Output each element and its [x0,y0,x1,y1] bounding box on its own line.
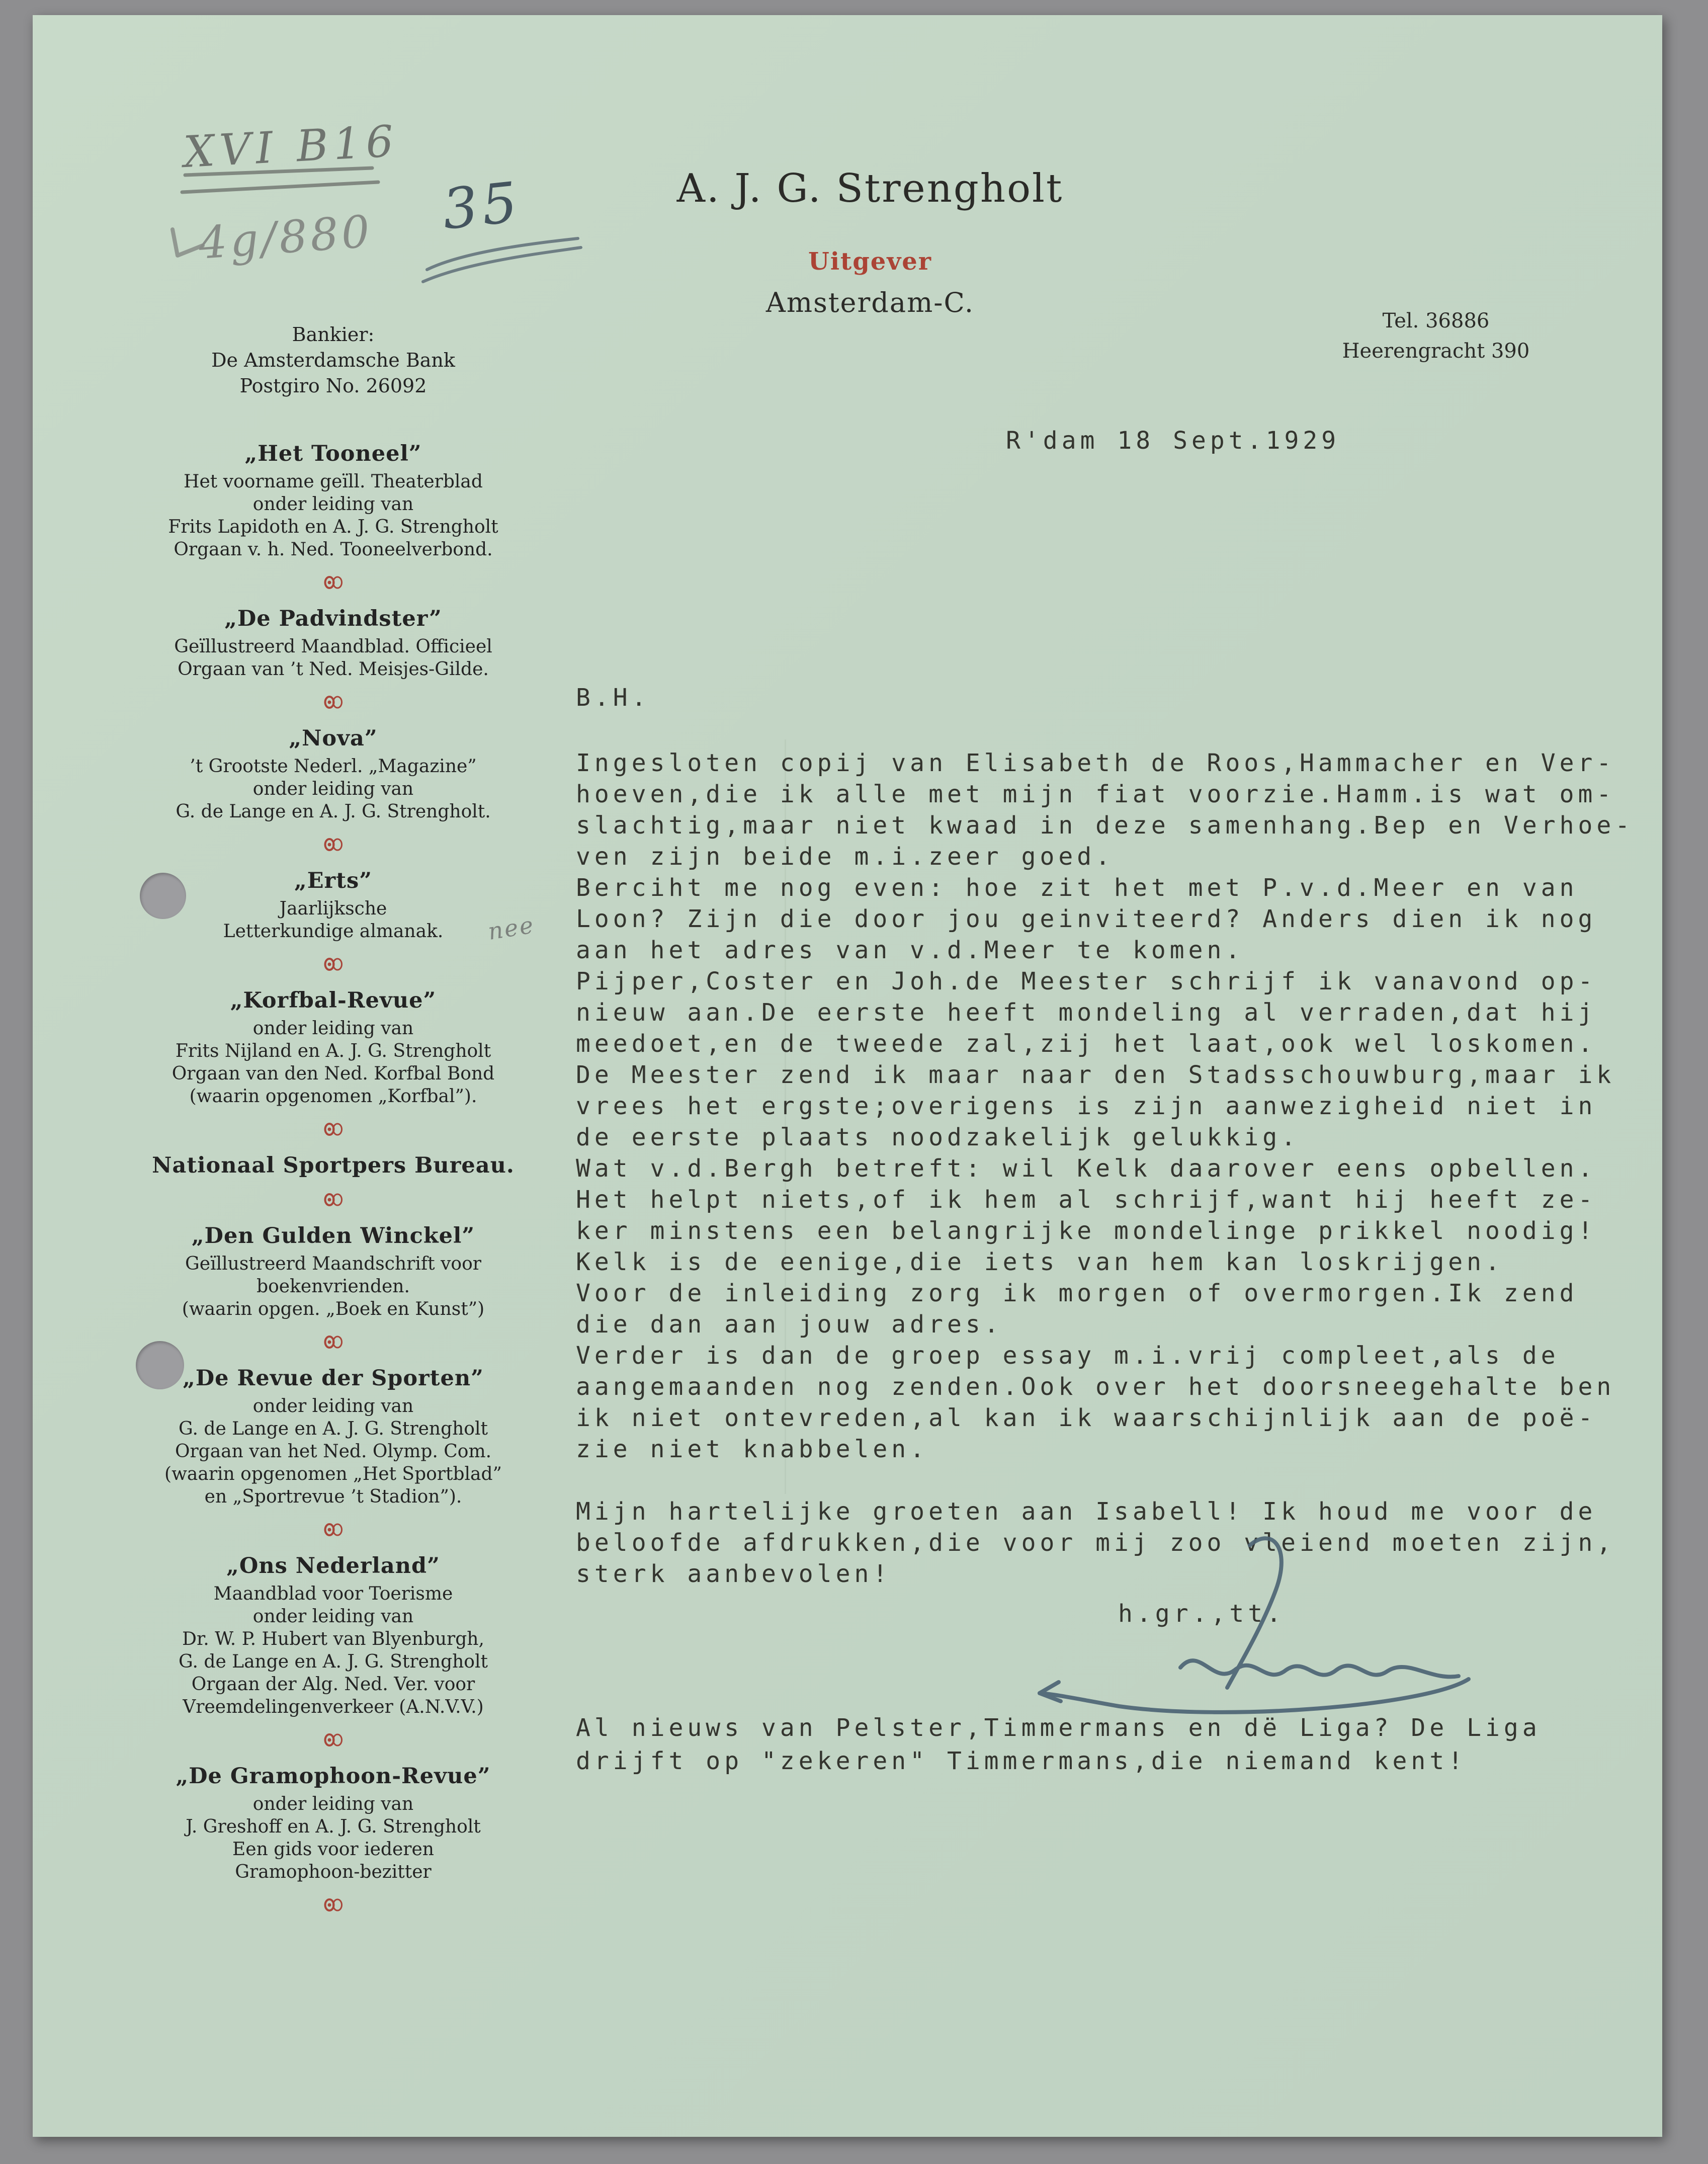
publication-line: (waarin opgenomen „Het Sportblad” [164,1464,502,1484]
publications-sidebar [123,322,543,1929]
street-address: Heerengracht 390 [1342,340,1530,363]
typed-line: de eerste plaats noodzakelijk gelukkig. [576,1123,1300,1151]
publication-line: (waarin opgen. „Boek en Kunst”) [182,1299,485,1319]
typed-line: Ingesloten copij van Elisabeth de Roos,Hammacher en Ver- [576,749,1615,777]
publication-line: Letterkundige almanak. [223,921,444,942]
publication-line: Dr. W. P. Hubert van Blyenburgh, [182,1629,484,1649]
publication-line: G. de Lange en A. J. G. Strengholt. [176,801,491,822]
publication-line: onder leiding van [252,1018,414,1039]
typed-line: Berciht me nog even: hoe zit het met P.v.d.Meer en van [576,874,1578,902]
publication-block [123,726,543,823]
ornament-icon [322,1523,345,1536]
publication-title: „De Gramophoon-Revue” [176,1764,491,1789]
typed-line: die dan aan jouw adres. [576,1310,1003,1339]
typed-line: beloofde afdrukken,die voor mij zoo vleiend moeten zijn, [576,1529,1615,1557]
publisher-city: Amsterdam-C. [765,287,975,318]
typed-line: ker minstens een belangrijke mondelinge prikkel noodig! [576,1217,1597,1245]
typed-line: Het helpt niets,of ik hem al schrijf,want hij heeft ze- [576,1186,1597,1214]
typed-line: Voor de inleiding zorg ik morgen of overmorgen.Ik zend [576,1279,1578,1307]
pencil-archive-number: 4g/880 [197,205,375,269]
typed-line: zie niet knabbelen. [576,1435,929,1463]
publication-line: Orgaan van den Ned. Korfbal Bond [172,1063,495,1084]
typed-line: vrees het ergste;overigens is zijn aanwezigheid niet in [576,1092,1597,1120]
publication-line: G. de Lange en A. J. G. Strengholt [179,1419,488,1439]
publication-line: G. de Lange en A. J. G. Strengholt [179,1651,488,1672]
publication-title: „De Padvindster” [224,606,442,631]
letter-paper [33,15,1662,2137]
publication-line: boekenvrienden. [257,1276,410,1297]
typed-line: Mijn hartelijke groeten aan Isabell! Ik houd me voor de [576,1497,1597,1526]
ink-double-underline [421,235,587,286]
publication-line: Geïllustreerd Maandblad. Officieel [174,636,492,657]
publication-line: Vreemdelingenverkeer (A.N.V.V.) [183,1697,484,1717]
publication-block [123,1366,543,1508]
publication-block [123,1223,543,1320]
publication-block [123,868,543,943]
publication-line: Gramophoon-bezitter [235,1862,432,1882]
typed-line: slachtig,maar niet kwaad in deze samenhang.Bep en Verhoe- [576,811,1634,840]
publication-title: „Ons Nederland” [226,1553,440,1578]
ornament-icon [322,1123,345,1136]
salutation: B.H. [576,684,650,712]
publication-block [123,606,543,681]
publication-title: „Erts” [294,868,372,893]
typed-line: Wat v.d.Bergh betreft: wil Kelk daarover eens opbellen. [576,1154,1597,1183]
publication-title: „Korfbal-Revue” [230,988,437,1013]
publication-line: Orgaan van het Ned. Olymp. Com. [175,1441,492,1462]
publisher-role: Uitgever [808,247,932,276]
publication-line: onder leiding van [252,494,414,515]
typed-paragraph [576,747,1667,1465]
publication-block [123,1153,543,1178]
publication-title: Nationaal Sportpers Bureau. [152,1153,515,1178]
pencil-archive-code: XVI B16 [182,116,400,178]
publication-title: „Den Gulden Winckel” [191,1223,475,1249]
ornament-icon [322,576,345,589]
bank-block [123,322,543,399]
publication-line: Geïllustreerd Maandschrift voor [185,1254,481,1274]
pencil-margin-note: nee [486,911,537,945]
publication-block [123,441,543,561]
publication-line: Frits Nijland en A. J. G. Strengholt [175,1041,491,1061]
publication-line: Maandblad voor Toerisme [213,1584,453,1604]
publication-line: Het voorname geïll. Theaterblad [184,471,483,492]
publication-line: Jaarlijksche [279,898,387,919]
typed-line: meedoet,en de tweede zal,zij het laat,ook wel loskomen. [576,1030,1597,1058]
typed-line: ik niet ontevreden,al kan ik waarschijnlijk aan de poë- [576,1404,1597,1432]
publication-line: onder leiding van [252,1606,414,1627]
typed-line: hoeven,die ik alle met mijn fiat voorzie.Hamm.is wat om- [576,780,1615,808]
typed-line: Loon? Zijn die door jou geinviteerd? Anders dien ik nog [576,905,1597,933]
publication-line: J. Greshoff en A. J. G. Strengholt [186,1816,481,1837]
typed-line: ven zijn beide m.i.zeer goed. [576,843,1115,871]
postscript-line: Al nieuws van Pelster,Timmermans en dë Liga? De Liga [576,1714,1541,1742]
typed-line: De Meester zend ik maar naar den Stadsschouwburg,maar ik [576,1061,1615,1089]
publication-line: (waarin opgenomen „Korfbal”). [189,1086,477,1107]
bank-line: Postgiro No. 26092 [239,375,427,397]
ornament-icon [322,1336,345,1349]
bank-line: De Amsterdamsche Bank [211,349,455,371]
publication-block [123,1764,543,1883]
typed-line: aan het adres van v.d.Meer te komen. [576,936,1244,964]
publication-line: Orgaan van ’t Ned. Meisjes-Gilde. [178,659,489,680]
publisher-name: A. J. G. Strengholt [676,166,1064,211]
closing-line: h.gr.,tt. [1118,1600,1286,1628]
typed-line: aangemaanden nog zenden.Ook over het doorsneegehalte ben [576,1373,1615,1401]
publication-line: onder leiding van [252,1794,414,1814]
contact-block [1335,306,1536,366]
pencil-underline-strokes [181,166,392,201]
typed-line: nieuw aan.De eerste heeft mondeling al verraden,dat hij [576,998,1597,1027]
postscript-line: drijft op "zekeren" Timmermans,die niemand kent! [576,1747,1467,1775]
publication-line: Orgaan der Alg. Ned. Ver. voor [191,1674,475,1695]
ornament-icon [322,838,345,851]
bank-line: Bankier: [292,323,375,346]
ornament-icon [322,958,345,971]
typed-line: Verder is dan de groep essay m.i.vrij compleet,als de [576,1342,1560,1370]
publication-line: onder leiding van [252,1396,414,1417]
publication-line: ’t Grootste Nederl. „Magazine” [190,756,477,777]
publication-title: „Nova” [289,726,378,751]
date-line: R'dam 18 Sept.1929 [1006,427,1340,455]
ornament-icon [322,1193,345,1206]
publication-title: „De Revue der Sporten” [183,1366,484,1391]
ornament-icon [322,1733,345,1746]
publication-line: onder leiding van [252,779,414,799]
ornament-icon [322,696,345,709]
publication-title: „Het Tooneel” [244,441,422,466]
telephone-number: Tel. 36886 [1382,309,1490,332]
typed-line: sterk aanbevolen! [576,1560,892,1588]
ornament-icon [322,1898,345,1911]
ink-folio-number: 35 [439,170,525,242]
typed-line: Kelk is de eenige,die iets van hem kan loskrijgen. [576,1248,1504,1276]
publication-line: Frits Lapidoth en A. J. G. Strengholt [168,517,498,537]
letter-body [576,682,1667,1590]
publication-line: en „Sportrevue ’t Stadion”). [204,1486,462,1507]
publication-line: Een gids voor iederen [232,1839,434,1860]
publication-line: Orgaan v. h. Ned. Tooneelverbond. [174,539,493,560]
publication-block [123,988,543,1108]
typed-line: Pijper,Coster en Joh.de Meester schrijf ik vanavond op- [576,967,1597,995]
publication-block [123,1553,543,1718]
postscript [576,1711,1541,1778]
